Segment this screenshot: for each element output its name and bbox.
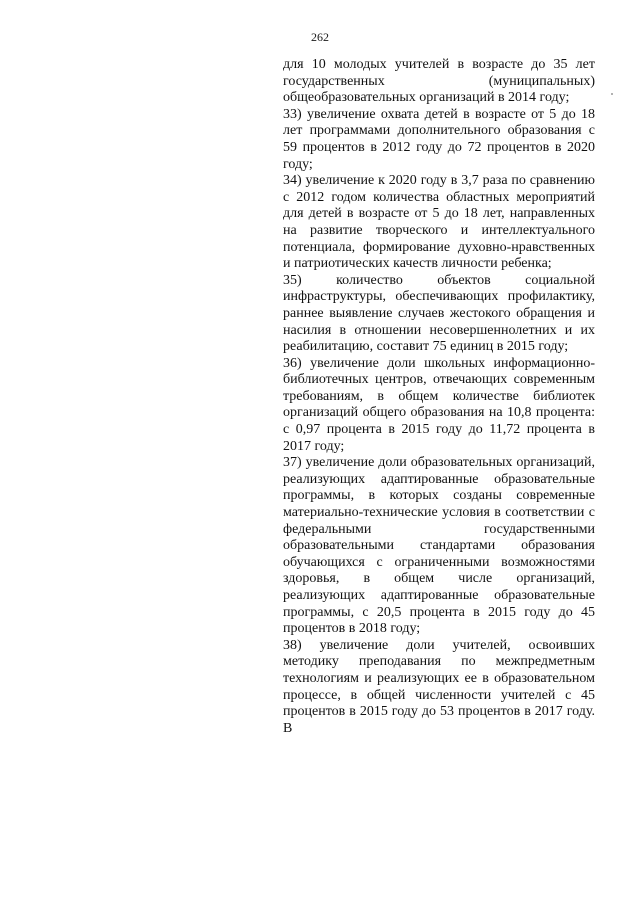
page-number: 262: [311, 30, 329, 44]
list-item-36: 36) увеличение доли школьных информационно-библиотечных центров, отвечающих современным требованиям, в общем количестве библиотек организаций общего образования на 10,8 процента: с 0,97 процента в 2015 году до 11,72 процента в 2017 году;: [283, 355, 595, 454]
list-item-33: 33) увеличение охвата детей в возрасте от 5 до 18 лет программами дополнительного образования с 59 процентов в 2012 году до 72 процентов в 2020 году;: [283, 106, 595, 172]
list-item-34: 34) увеличение к 2020 году в 3,7 раза по сравнению с 2012 годом количества областных мероприятий для детей в возрасте от 5 до 18 лет, направленных на развитие творческого и интеллектуального потенциала, формирование духовно-нравственных и патриотических качеств личности ребенка;: [283, 173, 595, 272]
list-item-37: 37) увеличение доли образовательных организаций, реализующих адаптированные образовательные программы, в которых созданы современные материально-технические условия в соответствии с федеральными государственными образовательными стандартами образования обучающихся с ограниченными возможностями здоровья, в общем числе организаций, реализующих адаптированные образовательные программы, с 20,5 процента в 2015 году до 45 процентов в 2018 году;: [283, 455, 595, 637]
document-body: [283, 57, 595, 737]
paragraph-continued: для 10 молодых учителей в возрасте до 35 лет государственных (муниципальных) общеобразовательных организаций в 2014 году;: [283, 57, 595, 106]
scan-speck: [611, 93, 613, 95]
list-item-38: 38) увеличение доли учителей, освоивших методику преподавания по межпредметным технологиям и реализующих ее в образовательном процессе, в общей численности учителей с 45 процентов в 2015 году до 53 процентов в 2017 году. В: [283, 637, 595, 736]
list-item-35: 35) количество объектов социальной инфраструктуры, обеспечивающих профилактику, раннее выявление случаев жестокого обращения и насилия в отношении несовершеннолетних и их реабилитацию, составит 75 единиц в 2015 году;: [283, 272, 595, 355]
